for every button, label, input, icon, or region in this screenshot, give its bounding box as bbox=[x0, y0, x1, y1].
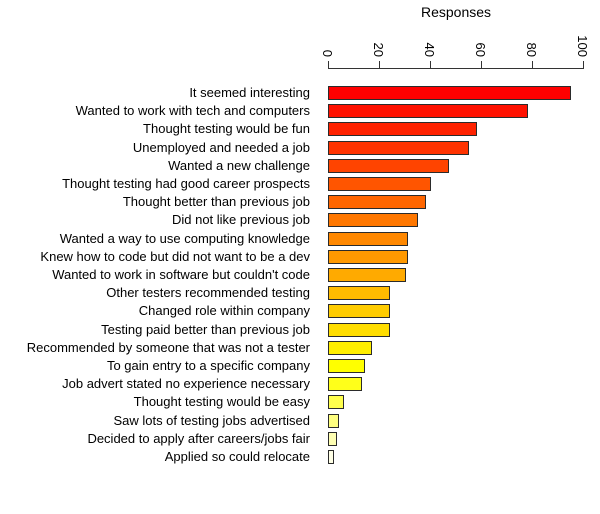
bar-category-label: Recommended by someone that was not a tester bbox=[26, 340, 310, 355]
x-axis-tick-label: 20 bbox=[371, 42, 386, 57]
bar-category-label: Changed role within company bbox=[138, 303, 310, 318]
x-axis-tick bbox=[379, 61, 380, 68]
x-axis-tick bbox=[532, 61, 533, 68]
bar-category-label: Knew how to code but did not want to be a dev bbox=[40, 249, 310, 264]
bar-category-label: It seemed interesting bbox=[189, 85, 310, 100]
bar bbox=[328, 213, 418, 227]
bar bbox=[328, 104, 528, 118]
bar bbox=[328, 341, 372, 355]
bar bbox=[328, 232, 408, 246]
x-axis-tick-label: 60 bbox=[473, 42, 488, 57]
bar-category-label: Job advert stated no experience necessary bbox=[62, 376, 310, 391]
x-axis-title: Responses bbox=[420, 4, 492, 20]
x-axis-tick bbox=[583, 61, 584, 68]
bar-category-label: Testing paid better than previous job bbox=[101, 322, 310, 337]
x-axis-tick-label: 0 bbox=[320, 49, 335, 57]
x-axis-tick bbox=[430, 61, 431, 68]
bar bbox=[328, 177, 431, 191]
bar bbox=[328, 86, 571, 100]
bar bbox=[328, 395, 344, 409]
bar bbox=[328, 432, 337, 446]
bar-category-label: Thought better than previous job bbox=[122, 194, 310, 209]
bar-category-label: Wanted to work in software but couldn't code bbox=[52, 267, 310, 282]
bar bbox=[328, 286, 390, 300]
bar-category-label: Thought testing would be fun bbox=[143, 121, 310, 136]
bar bbox=[328, 250, 408, 264]
bar-category-label: Thought testing had good career prospects bbox=[62, 176, 310, 191]
x-axis-tick-label: 100 bbox=[575, 35, 590, 57]
bar-category-label: Other testers recommended testing bbox=[106, 285, 310, 300]
bar bbox=[328, 323, 390, 337]
bar bbox=[328, 414, 339, 428]
bar bbox=[328, 122, 477, 136]
bar bbox=[328, 195, 426, 209]
bar bbox=[328, 141, 469, 155]
bar-category-label: Did not like previous job bbox=[171, 212, 310, 227]
bar-category-label: To gain entry to a specific company bbox=[106, 358, 310, 373]
bar-category-label: Saw lots of testing jobs advertised bbox=[113, 413, 310, 428]
bar-category-label: Wanted a new challenge bbox=[168, 158, 310, 173]
x-axis-tick bbox=[481, 61, 482, 68]
bar-category-label: Decided to apply after careers/jobs fair bbox=[87, 431, 310, 446]
bar bbox=[328, 450, 334, 464]
x-axis-tick bbox=[328, 61, 329, 68]
x-axis-tick-label: 80 bbox=[524, 42, 539, 57]
bar-category-label: Unemployed and needed a job bbox=[132, 140, 310, 155]
bar-category-label: Wanted a way to use computing knowledge bbox=[59, 231, 310, 246]
bar-category-label: Applied so could relocate bbox=[164, 449, 310, 464]
bar bbox=[328, 268, 406, 282]
bar-category-label: Wanted to work with tech and computers bbox=[75, 103, 310, 118]
bar bbox=[328, 377, 362, 391]
bar-category-label: Thought testing would be easy bbox=[133, 394, 310, 409]
bar bbox=[328, 359, 365, 373]
x-axis-tick-label: 40 bbox=[422, 42, 437, 57]
x-axis-line bbox=[328, 68, 584, 69]
bar bbox=[328, 304, 390, 318]
bar bbox=[328, 159, 449, 173]
